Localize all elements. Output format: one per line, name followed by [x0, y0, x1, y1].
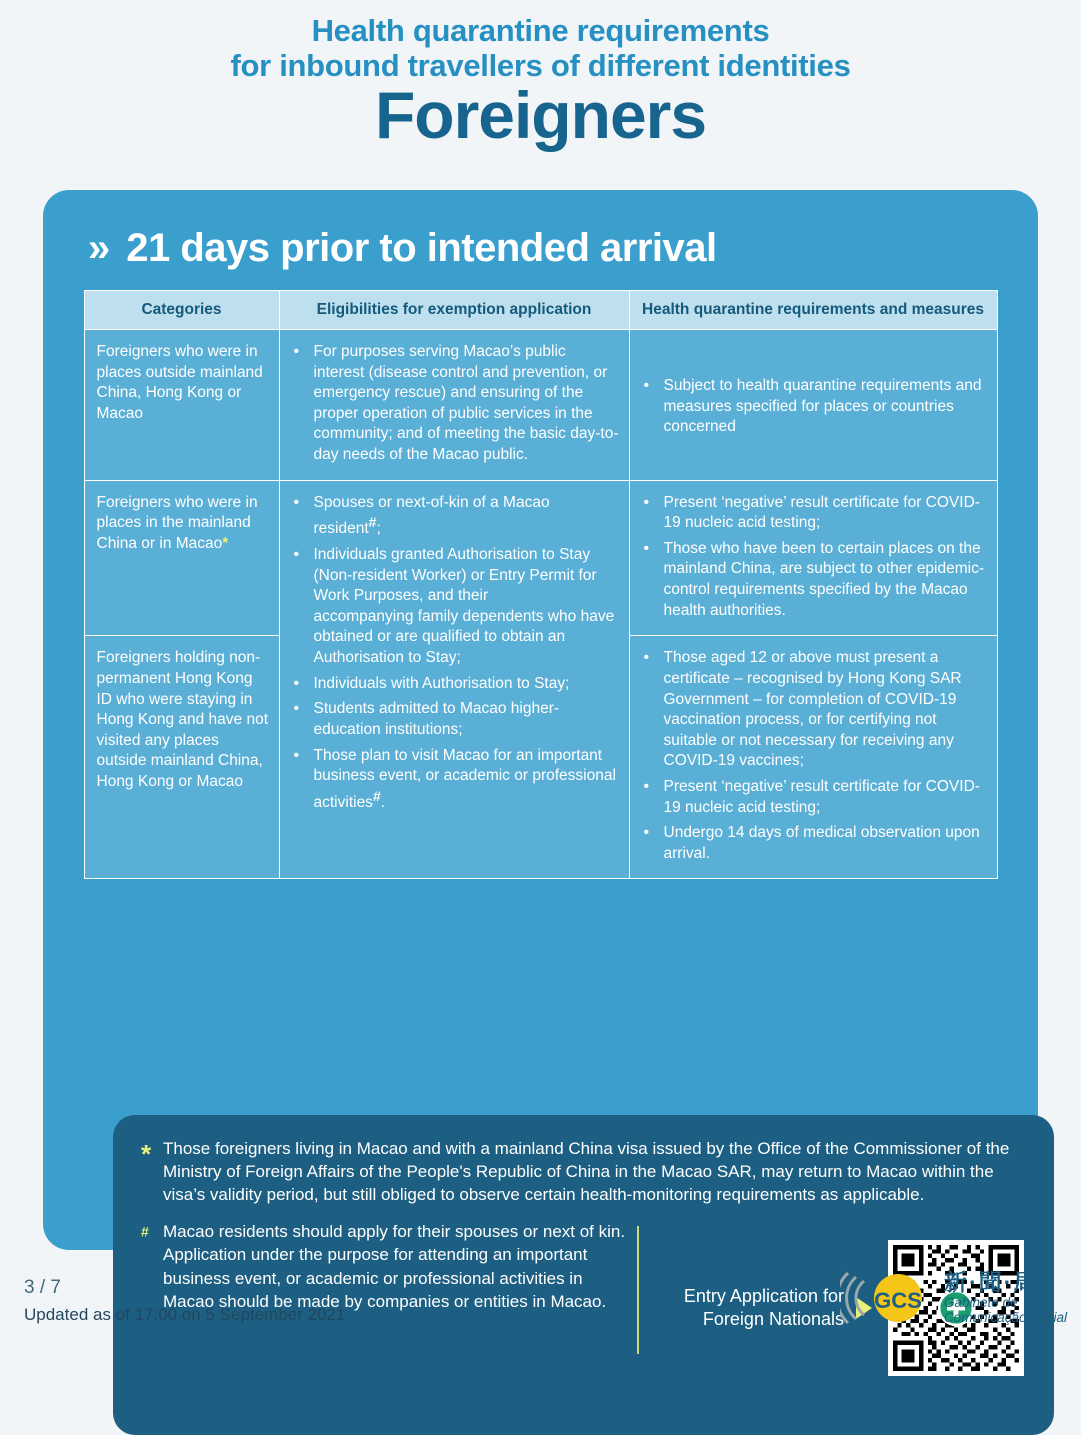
logo-text	[944, 1270, 1067, 1325]
table-row	[84, 480, 997, 636]
column-header-categories: Categories	[84, 291, 279, 330]
list-item: • For purposes serving Macao’s public interest (disease control and prevention, or emergency rescue) and ensuring of the proper operation of public services in the community; and of meeting the basic day-to-day needs of the Macao public.	[292, 342, 619, 466]
header-line-2: for inbound travellers of different identities	[230, 47, 851, 83]
column-header-eligibilities: Eligibilities for exemption application	[279, 291, 629, 330]
cell-category-3: Foreigners holding non-permanent Hong Kong ID who were staying in Hong Kong and have not visited any places outside mainland China, Hong Kong or Macao	[84, 636, 279, 879]
page-header	[0, 0, 1081, 151]
list-item: • Those aged 12 or above must present a certificate – recognised by Hong Kong SAR Government – for completion of COVID-19 vaccination process, or for certifying not suitable or not necessary for receiving any COVID-19 vaccines;	[642, 648, 987, 772]
cell-requirements-2	[629, 480, 997, 636]
page-number: 3 / 7	[24, 1277, 61, 1298]
list-item: • Subject to health quarantine requirements and measures specified for places or countries concerned	[642, 376, 987, 438]
table-row	[84, 330, 997, 481]
list-item: • Students admitted to Macao higher-education institutions;	[292, 699, 619, 740]
column-header-requirements: Health quarantine requirements and measures	[629, 291, 997, 330]
section-header	[88, 228, 1038, 268]
cell-requirements-3	[629, 636, 997, 879]
asterisk-marker: *	[222, 534, 229, 552]
cell-eligibility-merged	[279, 480, 629, 879]
list-item: • Individuals with Authorisation to Stay;	[292, 674, 619, 695]
category-2-text: Foreigners who were in places in the mainland China or in Macao	[96, 493, 258, 552]
logo-mark-icon	[840, 1267, 936, 1329]
hash-marker: #	[368, 514, 377, 531]
svg-text:GCS: GCS	[874, 1288, 922, 1313]
logo-portuguese-line1: Gabinete de	[943, 1294, 1018, 1310]
note-asterisk	[113, 1115, 1054, 1206]
gcs-emblem-icon	[840, 1267, 936, 1329]
double-chevron-icon: »	[88, 226, 105, 270]
cell-requirements-1	[629, 330, 997, 481]
list-item: • Present ‘negative’ result certificate for COVID-19 nucleic acid testing;	[642, 777, 987, 818]
hash-marker: #	[372, 787, 381, 804]
page-title: Foreigners	[374, 78, 707, 153]
gcs-logo	[840, 1267, 1067, 1329]
list-item: • Spouses or next-of-kin of a Macao resident#;	[292, 493, 619, 540]
updated-timestamp: Updated as of 17:00 on 5 September 2021	[24, 1305, 346, 1324]
eligibility-continuation: accompanying family dependents who have obtained or are qualified to obtain an Authorisation to Stay;	[313, 607, 615, 667]
section-title: 21 days prior to intended arrival	[126, 226, 717, 270]
cell-category-2	[84, 480, 279, 636]
cell-category-1: Foreigners who were in places outside mainland China, Hong Kong or Macao	[84, 330, 279, 481]
header-line-1: Health quarantine requirements	[311, 13, 770, 48]
footer-left	[24, 1277, 345, 1325]
list-item: • Individuals granted Authorisation to Stay (Non-resident Worker) or Entry Permit for Work Purposes, and their	[292, 545, 619, 607]
logo-chinese-name: 新·聞·局	[943, 1269, 1039, 1296]
list-item: • Those who have been to certain places on the mainland China, are subject to other epidemic-control requirements specified by the Macao health authorities.	[642, 539, 987, 621]
list-item: • Those plan to visit Macao for an important business event, or academic or professional activities#.	[292, 746, 619, 814]
list-item: • Present ‘negative’ result certificate for COVID-19 nucleic acid testing;	[642, 493, 987, 534]
list-item: • Undergo 14 days of medical observation upon arrival.	[642, 823, 987, 864]
logo-portuguese-line2: Comunicação Social	[943, 1310, 1067, 1326]
note-hash-text: Macao residents should apply for their spouses or next of kin. Application under the purpose for attending an important business event, or academic or professional activities in Macao should be made by companies or entities in Macao.	[163, 1222, 626, 1311]
cell-eligibility-1	[279, 330, 629, 481]
hash-marker: #	[141, 1223, 149, 1240]
requirements-table	[84, 290, 998, 879]
table-header-row	[84, 291, 997, 330]
qr-label: Entry Application for Foreign Nationals	[683, 1285, 844, 1330]
vertical-divider	[637, 1226, 639, 1354]
note-asterisk-text: Those foreigners living in Macao and with a mainland China visa issued by the Office of the Commissioner of the Ministry of Foreign Affairs of the People's Republic of China in the Macao SAR, may return to Macao within the visa’s validity period, but still obliged to observe certain health-monitoring requirements as applicable.	[163, 1139, 1010, 1205]
asterisk-symbol: *	[141, 1139, 152, 1169]
